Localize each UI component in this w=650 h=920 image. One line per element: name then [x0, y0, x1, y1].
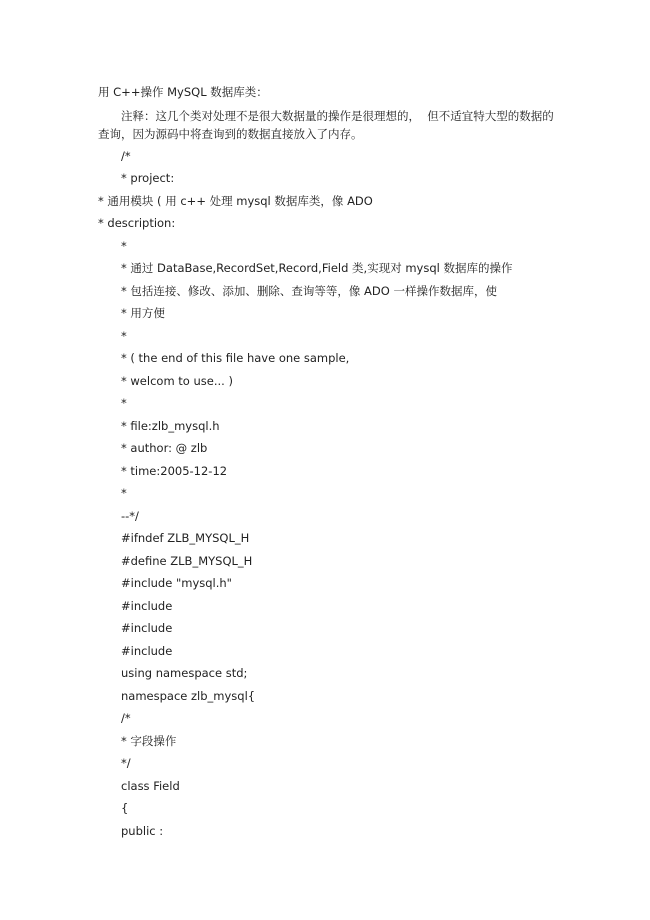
note-line-2: 查询，因为源码中将查询到的数据直接放入了内存。	[98, 127, 363, 141]
code-line: * 通过 DataBase,RecordSet,Record,Field 类,实现对 mysql 数据库的操作	[121, 261, 513, 275]
code-line: --*/	[121, 509, 139, 523]
code-line: * welcom to use... )	[121, 374, 233, 388]
code-line: /*	[121, 149, 131, 163]
code-line: * time:2005-12-12	[121, 464, 228, 478]
code-line: * 字段操作	[121, 734, 177, 748]
code-line: *	[121, 329, 127, 343]
code-line: * file:zlb_mysql.h	[121, 419, 220, 433]
code-line: #include	[121, 621, 173, 635]
code-line: using namespace std;	[121, 666, 248, 680]
code-line: */	[121, 756, 131, 770]
code-line: * project:	[121, 171, 175, 185]
code-line: *	[121, 486, 127, 500]
code-line: namespace zlb_mysql{	[121, 689, 256, 703]
code-line: *	[121, 396, 127, 410]
code-line: /*	[121, 711, 131, 725]
code-line: * 用方便	[121, 306, 165, 320]
code-line: class Field	[121, 779, 180, 793]
code-line: * 包括连接、修改、添加、删除、查询等等，像 ADO 一样操作数据库，使	[121, 284, 497, 298]
code-line: * 通用模块 ( 用 c++ 处理 mysql 数据库类，像 ADO	[98, 194, 373, 208]
code-line: #include	[121, 599, 173, 613]
note-line-1: 注释：这几个类对处理不是很大数据量的操作是很理想的， 但不适宜特大型的数据的	[121, 109, 554, 123]
code-line: #define ZLB_MYSQL_H	[121, 554, 253, 568]
code-line: * author: @ zlb	[121, 441, 208, 455]
code-line: * ( the end of this file have one sample,	[121, 351, 350, 365]
code-line: public :	[121, 824, 164, 838]
code-line: {	[121, 801, 129, 815]
code-line: *	[121, 239, 127, 253]
code-line: * description:	[98, 216, 176, 230]
code-line: #ifndef ZLB_MYSQL_H	[121, 531, 250, 545]
code-line: #include	[121, 644, 173, 658]
code-line: #include "mysql.h"	[121, 576, 232, 590]
doc-title: 用 C++操作 MySQL 数据库类：	[98, 85, 268, 99]
